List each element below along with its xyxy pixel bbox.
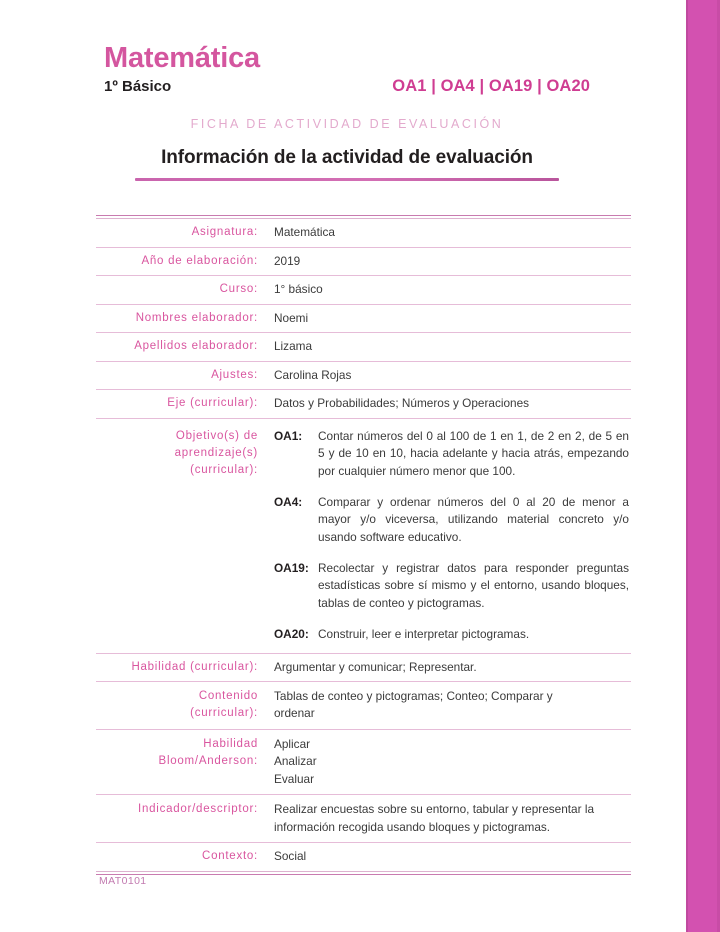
row-value: Carolina Rojas xyxy=(274,367,352,382)
row-label: Curso: xyxy=(219,283,258,296)
table-row xyxy=(96,333,631,361)
row-label-line: (curricular): xyxy=(190,463,258,476)
row-value: Realizar encuestas sobre su entorno, tabular y representar la información recogida usando bloques y pictogramas. xyxy=(274,802,595,834)
objective-text: Contar números del 0 al 100 de 1 en 1, de 2 en 2, de 5 en 5 y de 10 en 10, hacia adelante y hacia atrás, empezando por cualquier número menor que 100. xyxy=(318,428,629,479)
objective-code: OA19: xyxy=(274,560,309,575)
row-value: Tablas de conteo y pictogramas; Conteo; Comparar y ordenar xyxy=(274,688,553,721)
subject-title: Matemática xyxy=(104,42,260,74)
row-label-line: Habilidad xyxy=(203,737,258,750)
row-label: Apellidos elaborador: xyxy=(134,340,258,353)
list-item xyxy=(274,626,631,644)
list-item xyxy=(274,428,631,481)
title-underline-rule xyxy=(135,178,559,181)
row-label: Nombres elaborador: xyxy=(135,311,258,324)
row-label: Asignatura: xyxy=(191,226,258,239)
table-row xyxy=(96,248,631,276)
list-item xyxy=(274,560,631,613)
objective-text: Construir, leer e interpretar pictogramas. xyxy=(318,626,530,641)
side-bar-left-edge xyxy=(686,0,688,932)
row-label: Ajustes: xyxy=(211,368,258,381)
decorative-side-bar xyxy=(686,0,720,932)
row-value: Matemática xyxy=(274,225,335,240)
table-row xyxy=(96,390,631,418)
row-label-line: Contenido xyxy=(198,689,258,702)
table-row-habilidad-bloom xyxy=(96,730,631,795)
row-label-line: aprendizaje(s) xyxy=(174,446,258,459)
table-row xyxy=(96,276,631,304)
row-label: Habilidad (curricular): xyxy=(131,660,258,673)
objectives-list xyxy=(274,428,631,644)
table-row-habilidad-curricular xyxy=(96,654,631,682)
objective-code: OA1: xyxy=(274,428,303,443)
table-row-indicador xyxy=(96,795,631,843)
objective-text: Recolectar y registrar datos para responder preguntas estadísticas sobre sí mismo y el entorno, usando bloques, tablas de conteo y pictogramas. xyxy=(318,560,629,611)
row-label xyxy=(96,428,274,479)
table-row xyxy=(96,305,631,333)
document-header xyxy=(104,0,590,181)
row-label: Año de elaboración: xyxy=(141,254,258,267)
header-meta-row xyxy=(104,77,590,96)
sheet-type-kicker: FICHA DE ACTIVIDAD DE EVALUACIÓN xyxy=(190,117,504,132)
row-value: Datos y Probabilidades; Números y Operaciones xyxy=(274,396,530,411)
evaluation-info-table xyxy=(96,215,631,874)
objective-code: OA4: xyxy=(274,494,303,509)
row-value: 2019 xyxy=(274,253,301,268)
table-row-contenido xyxy=(96,682,631,730)
evaluation-info-table-body xyxy=(96,218,631,871)
row-value xyxy=(274,428,631,645)
table-row-learning-objectives xyxy=(96,419,631,654)
bloom-level: Analizar xyxy=(274,754,317,769)
row-value: Argumentar y comunicar; Representar. xyxy=(274,659,477,674)
list-item xyxy=(274,494,631,547)
row-label: Contexto: xyxy=(202,850,258,863)
row-label xyxy=(96,688,274,722)
row-value: Noemi xyxy=(274,310,309,325)
table-row-contexto xyxy=(96,843,631,870)
row-label-line: Bloom/Anderson: xyxy=(158,754,258,767)
table-row xyxy=(96,219,631,247)
row-value: Lizama xyxy=(274,339,313,354)
bloom-level: Evaluar xyxy=(274,771,314,786)
table-row xyxy=(96,362,631,390)
document-footer-code: MAT0101 xyxy=(99,875,147,887)
page-title: Información de la actividad de evaluación xyxy=(161,147,533,169)
row-label: Indicador/descriptor: xyxy=(138,803,258,816)
objective-code: OA20: xyxy=(274,626,309,641)
row-label xyxy=(96,736,274,770)
objective-text: Comparar y ordenar números del 0 al 20 de menor a mayor y/o viceversa, utilizando material concreto y/o usando software educativo. xyxy=(318,494,629,545)
row-value: Social xyxy=(274,849,307,864)
row-value: 1° básico xyxy=(274,282,323,297)
row-value xyxy=(274,736,631,788)
bloom-level: Aplicar xyxy=(274,736,311,751)
row-label: Eje (curricular): xyxy=(167,397,258,410)
oa-codes-label: OA1 | OA4 | OA19 | OA20 xyxy=(392,77,590,96)
row-label-line: (curricular): xyxy=(190,706,258,719)
grade-level-label: 1º Básico xyxy=(104,78,172,96)
row-label-line: Objetivo(s) de xyxy=(175,429,258,442)
